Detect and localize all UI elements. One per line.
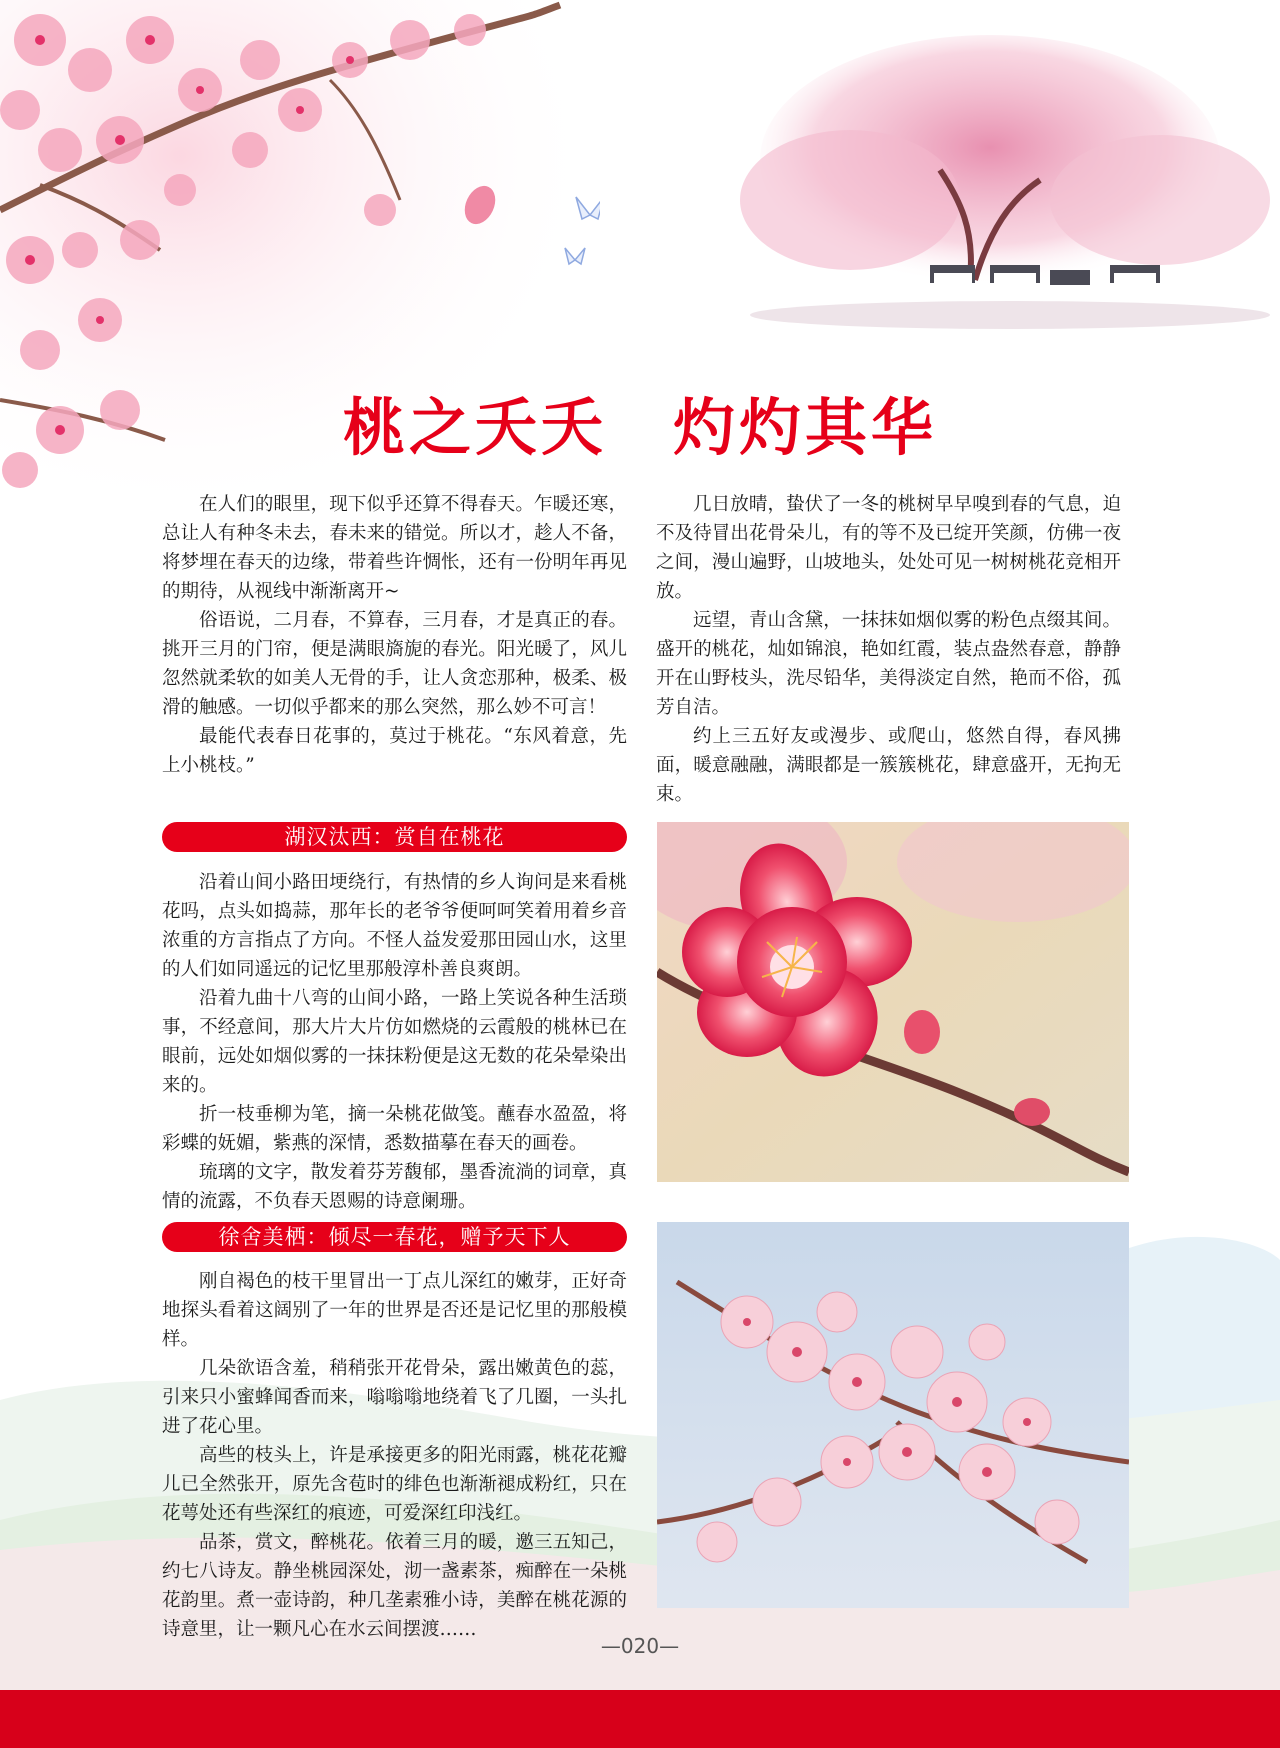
paragraph: 沿着山间小路田埂绕行，有热情的乡人询问是来看桃花吗，点头如捣蒜，那年长的老爷爷便呵呵笑着用着乡音浓重的方言指点了方向。不怪人益发爱那田园山水，这里的人们如同遥远的记忆里那般淳朴善良爽朗。 (162, 872, 627, 980)
footer-bar (0, 1690, 1280, 1748)
page-title: 桃之夭夭 灼灼其华 (342, 391, 937, 464)
paragraph: 约上三五好友或漫步、或爬山，悠然自得，春风拂面，暖意融融，满眼都是一簇簇桃花，肆意盛开，无拘无束。 (656, 726, 1121, 805)
section-heading-hanfen: 湖汉汰西：赏自在桃花 (162, 822, 627, 852)
paragraph: 最能代表春日花事的，莫过于桃花。“东风着意，先上小桃枝。” (162, 726, 627, 776)
section-body-xushe (162, 1267, 627, 1644)
paragraph: 琉璃的文字，散发着芬芳馥郁，墨香流淌的词章，真情的流露，不负春天恩赐的诗意阑珊。 (162, 1162, 627, 1212)
intro-left-column (162, 490, 627, 780)
paragraph: 几朵欲语含羞，稍稍张开花骨朵，露出嫩黄色的蕊，引来只小蜜蜂闻香而来，嗡嗡嗡地绕着飞了几圈，一头扎进了花心里。 (162, 1358, 627, 1437)
paragraph: 品茶，赏文，醉桃花。依着三月的暖，邀三五知己，约七八诗友。静坐桃园深处，沏一盏素茶，痴醉在一朵桃花韵里。煮一壶诗韵，种几垄素雅小诗，美醉在桃花源的诗意里，让一颗凡心在水云间摆渡…… (162, 1532, 627, 1640)
paragraph: 在人们的眼里，现下似乎还算不得春天。乍暖还寒，总让人有种冬未去，春未来的错觉。所以才，趁人不备，将梦埋在春天的边缘，带着些许惆怅，还有一份明年再见的期待，从视线中渐渐离开~ (162, 494, 627, 602)
peach-blossom-photo (657, 822, 1129, 1182)
intro-right-column (656, 490, 1121, 809)
paragraph: 刚自褐色的枝干里冒出一丁点儿深红的嫩芽，正好奇地探头看着这阔别了一年的世界是否还是记忆里的那般模样。 (162, 1271, 627, 1350)
page-number: —020— (600, 1634, 680, 1658)
pink-blossoms-photo (657, 1222, 1129, 1608)
peach-tree-landscape-illustration (690, 30, 1280, 390)
paragraph: 折一枝垂柳为笔，摘一朵桃花做笺。蘸春水盈盈，将彩蝶的妩媚，紫燕的深情，悉数描摹在春天的画卷。 (162, 1104, 627, 1154)
paragraph: 俗语说，二月春，不算春，三月春，才是真正的春。挑开三月的门帘，便是满眼旖旎的春光。阳光暖了，风儿忽然就柔软的如美人无骨的手，让人贪恋那种，极柔、极滑的触感。一切似乎都来的那么突然，那么妙不可言！ (162, 610, 627, 718)
paragraph: 沿着九曲十八弯的山间小路，一路上笑说各种生活琐事，不经意间，那大片大片仿如燃烧的云霞般的桃林已在眼前，远处如烟似雾的一抹抹粉便是这无数的花朵晕染出来的。 (162, 988, 627, 1096)
paragraph: 高些的枝头上，许是承接更多的阳光雨露，桃花花瓣儿已全然张开，原先含苞时的绯色也渐渐褪成粉红，只在花萼处还有些深红的痕迹，可爱深红印浅红。 (162, 1445, 627, 1524)
section-heading-xushe: 徐舍美栖：倾尽一春花，赠予天下人 (162, 1222, 627, 1252)
paragraph: 几日放晴，蛰伏了一冬的桃树早早嗅到春的气息，迫不及待冒出花骨朵儿，有的等不及已绽开笑颜，仿佛一夜之间，漫山遍野，山坡地头，处处可见一树树桃花竞相开放。 (656, 494, 1121, 602)
section-body-hanfen (162, 868, 627, 1216)
paragraph: 远望，青山含黛，一抹抹如烟似雾的粉色点缀其间。盛开的桃花，灿如锦浪，艳如红霞，装点盎然春意，静静开在山野枝头，洗尽铅华，美得淡定自然，艳而不俗，孤芳自洁。 (656, 610, 1121, 718)
